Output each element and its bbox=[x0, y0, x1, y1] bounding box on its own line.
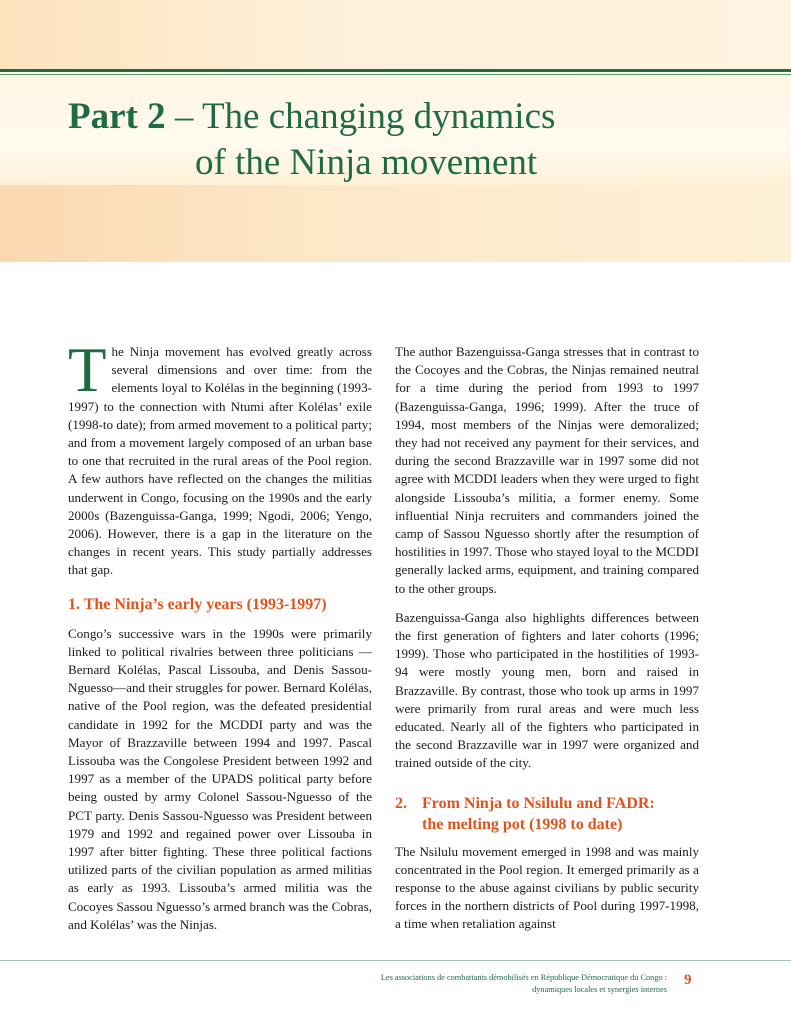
right-paragraph-2: Bazenguissa-Ganga also highlights differences between the first generation of fighters and later cohorts (1996; 1999). Those who participated in the hostilities of 1993-94 were mostly young men, born and raised in Brazzaville. By contrast, those who took up arms in 1997 were primarily from rural areas and were much less educated. Nearly all of the fighters who participated in the second Brazzaville war in 1997 were organized and trained outside of the city. bbox=[395, 609, 699, 771]
banner-bottom-band bbox=[0, 185, 791, 262]
page-title bbox=[68, 94, 748, 186]
title-text-1: The changing dynamics bbox=[201, 96, 556, 137]
page-number: 9 bbox=[684, 972, 692, 988]
title-dash: – bbox=[165, 96, 202, 137]
intro-paragraph bbox=[68, 335, 372, 580]
banner-top-band bbox=[0, 0, 791, 70]
footer-line-1: Les associations de combattants démobilisés en République Démocratique du Congo : bbox=[380, 973, 667, 982]
section-1-paragraph: Congo’s successive wars in the 1990s were primarily linked to political rivalries between three politicians —Bernard Kolélas, Pascal Lissouba, and Denis Sassou-Nguesso—and their struggles for power. Bernard Kolélas, native of the Pool region, was the defeated presidential candidate in 1992 for the MCDDI party and was the Mayor of Brazzaville between 1994 and 1997. Pascal Lissouba was the Congolese President between 1992 and 1997 as a member of the UPADS political party before being ousted by army Colonel Sassou-Nguesso of the PCT party. Denis Sassou-Nguesso was President between 1979 and 1992 and regained power over Lissouba in 1997 after bitter fighting. These three political factions utilized parts of the civilian population as armed militias as early as 1993. Lissouba’s armed militia was the Cocoyes Sassou Nguesso’s armed branch was the Cobras, and Kolélas’ was the Ninjas. bbox=[68, 625, 372, 932]
footer-line-2: dynamiques locales et synergies internes bbox=[532, 985, 667, 994]
footer-rule bbox=[0, 960, 791, 961]
drop-cap: T bbox=[68, 335, 107, 405]
left-column bbox=[68, 335, 372, 934]
section-2-heading bbox=[395, 793, 699, 835]
title-line-1 bbox=[68, 94, 748, 140]
section-2-heading-line-1: From Ninja to Nsilulu and FADR: bbox=[422, 794, 655, 812]
section-2-heading-line-2: the melting pot (1998 to date) bbox=[422, 815, 623, 833]
section-2-paragraph: The Nsilulu movement emerged in 1998 and was mainly concentrated in the Pool region. It emerged primarily as a response to the abuse against civilians by public security forces in the northern districts of Pool during 1997-1998, a time when retaliation against bbox=[395, 843, 699, 932]
section-1-heading: 1. The Ninja’s early years (1993-1997) bbox=[68, 595, 327, 613]
footer-text bbox=[227, 972, 667, 996]
section-2-number: 2. bbox=[395, 794, 407, 812]
right-column bbox=[395, 343, 699, 934]
title-line-2: of the Ninja movement bbox=[195, 142, 538, 183]
intro-text: he Ninja movement has evolved greatly across several dimensions and over time: from the elements loyal to Kolélas in the beginning (1993-1997) to the connection with Ntumi after Kolélas’ exile (1998-to date); from armed movement to a political party; and from a movement largely composed of an urban base to one that recruited in the rural areas of the Pool region. A few authors have reflected on the changes the militias underwent in Congo, focusing on the 1990s and the early 2000s (Bazenguissa-Ganga, 1999; Ngodi, 2006; Yengo, 2006). However, there is a gap in the literature on the changes in recent years. This study partially addresses that gap. bbox=[68, 344, 372, 578]
title-part: Part 2 bbox=[68, 96, 166, 137]
header-rule-thin bbox=[0, 74, 791, 75]
header-rule bbox=[0, 69, 791, 72]
right-paragraph-1: The author Bazenguissa-Ganga stresses that in contrast to the Cocoyes and the Cobras, the Ninjas remained neutral for a time during the period from 1993 to 1997 (Bazenguissa-Ganga, 1996; 1999). After the truce of 1994, most members of the Ninjas were demoralized; they had not received any payment for their services, and during the second Brazzaville war in 1997 some did not agree with MCDDI leaders when they were urged to fight alongside Lissouba’s militia, a former enemy. Some influential Ninja recruiters and commanders joined the camp of Sassou Nguesso shortly after the resumption of hostilities in 1997. Those who stayed loyal to the MCDDI generally lacked arms, equipment, and training compared to the other groups. bbox=[395, 344, 699, 596]
